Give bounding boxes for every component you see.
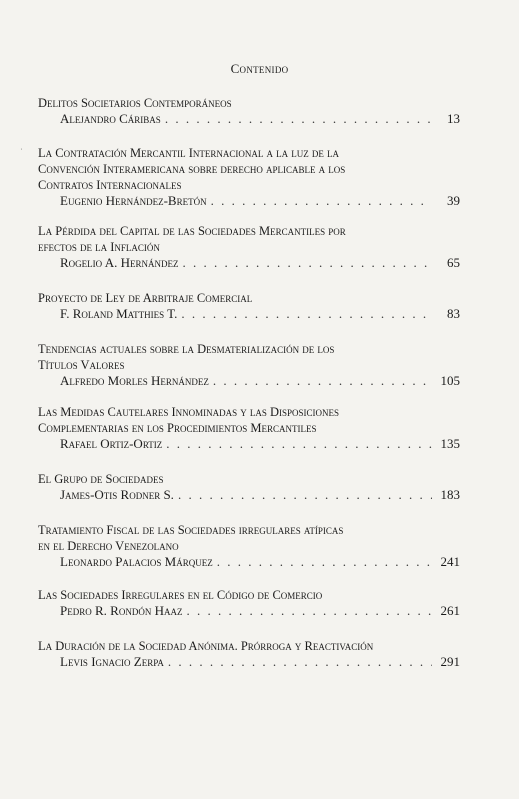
entry-page-number: 65 [447,255,460,270]
toc-entry[interactable] [38,638,460,670]
toc-entry[interactable] [38,522,460,570]
entry-title-line: Complementarias en los Procedimientos Mercantiles [38,421,317,435]
entry-author-row [38,654,460,670]
toc-entry[interactable] [38,341,460,389]
entry-title-line: El Grupo de Sociedades [38,472,164,486]
toc-entry[interactable] [38,404,460,452]
entry-author-row [38,487,460,503]
dot-leader [217,554,432,570]
entry-title-line: en el Derecho Venezolano [38,539,179,553]
dot-leader [182,255,432,271]
entry-title-line: Tendencias actuales sobre la Desmaterialización de los [38,342,335,356]
entry-author: Rafael Ortiz-Ortiz [60,436,163,451]
entry-author: Alfredo Morles Hernández [60,373,209,388]
entry-author-row [38,306,460,322]
entry-author-row [38,436,460,452]
entry-author-row [38,554,460,570]
entry-author: F. Roland Matthies T. [60,306,178,321]
entry-page-number: 291 [440,654,460,669]
toc-entry[interactable] [38,95,460,127]
entry-title-line: Títulos Valores [38,358,125,372]
entry-page-number: 39 [447,193,460,208]
entry-author-row [38,111,460,127]
entry-author: Rogelio A. Hernández [60,255,179,270]
entry-title-line: Las Medidas Cautelares Innominadas y las Disposiciones [38,405,340,419]
entry-page-number: 105 [440,373,460,388]
margin-mark: ˙ [20,147,23,156]
entry-author-row [38,255,460,271]
entry-author: Pedro R. Rondón Haaz [60,603,183,618]
toc-entry[interactable] [38,145,460,209]
entry-title-line: La Contratación Mercantil Internacional a la luz de la [38,146,339,160]
entry-author: Eugenio Hernández-Bretón [60,193,207,208]
dot-leader [186,603,432,619]
entry-author: Levis Ignacio Zerpa [60,654,164,669]
entry-page-number: 183 [440,487,460,502]
entry-page-number: 261 [440,603,460,618]
dot-leader [166,436,432,452]
entry-author: James-Otis Rodner S. [60,487,174,502]
entry-title-line: Tratamiento Fiscal de las Sociedades irregulares atípicas [38,523,344,537]
dot-leader [181,306,432,322]
entry-author-row [38,373,460,389]
entry-title-line: La Duración de la Sociedad Anónima. Prórroga y Reactivación [38,639,374,653]
page-title: Contenido [230,61,289,76]
dot-leader [165,111,432,127]
dot-leader [168,654,432,670]
entry-author: Leonardo Palacios Márquez [60,554,213,569]
entry-title-line: Contratos Internacionales [38,178,182,192]
entry-author-row [38,603,460,619]
entry-title-line: La Pérdida del Capital de las Sociedades Mercantiles por [38,224,346,238]
entry-title-line: Delitos Societarios Contemporáneos [38,96,232,110]
entry-author-row [38,193,460,209]
toc-entry[interactable] [38,223,460,271]
entry-title-line: Las Sociedades Irregulares en el Código de Comercio [38,588,323,602]
toc-entry[interactable] [38,587,460,619]
entry-title-line: Proyecto de Ley de Arbitraje Comercial [38,291,253,305]
dot-leader [213,373,432,389]
entry-page-number: 83 [447,306,460,321]
entry-page-number: 241 [440,554,460,569]
entry-page-number: 13 [447,111,460,126]
toc-entry[interactable] [38,471,460,503]
toc-entry[interactable] [38,290,460,322]
entry-page-number: 135 [440,436,460,451]
entry-title-line: efectos de la Inflación [38,240,160,254]
dot-leader [178,487,432,503]
entry-author: Alejandro Cáribas [60,111,161,126]
entry-title-line: Convención Interamericana sobre derecho aplicable a los [38,162,346,176]
dot-leader [211,193,432,209]
